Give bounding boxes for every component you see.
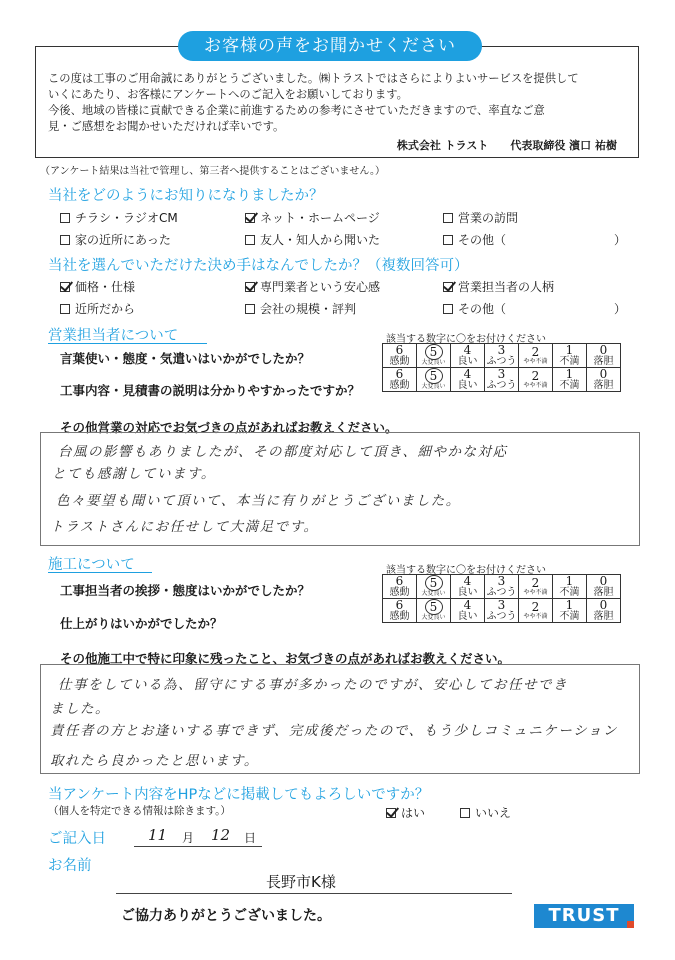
rating-number	[587, 368, 620, 381]
q1-option-sales-visit[interactable]: 営業の訪問	[443, 209, 518, 226]
sales-question-1: 言葉使い・態度・気遣いはいかがでしたか？	[60, 351, 311, 366]
q1-option-flyer[interactable]: チラシ・ラジオCM	[60, 209, 178, 226]
rating-number	[417, 575, 450, 591]
rating-label: 感動	[389, 586, 410, 598]
rating-label: やや不満	[523, 357, 548, 365]
rating-value: 0	[599, 367, 608, 382]
rating-number	[553, 368, 586, 381]
rating-cell[interactable]	[485, 599, 519, 623]
rating-label: 大変良い	[421, 383, 446, 391]
rating-label: ふつう	[486, 355, 517, 367]
rating-label: ふつう	[486, 379, 517, 391]
rating-cell[interactable]	[587, 575, 621, 599]
trust-logo: TRUST	[534, 904, 634, 928]
q1-option-web[interactable]: ネット・ホームページ	[245, 209, 380, 226]
rating-cell[interactable]	[485, 575, 519, 599]
rating-cell[interactable]	[587, 344, 621, 368]
rating-value: 6	[395, 598, 404, 613]
checkbox[interactable]	[443, 235, 453, 245]
sales-rating-hint: 該当する数字に〇をお付けください	[386, 334, 546, 345]
rating-number	[519, 370, 552, 383]
rating-value: 2	[531, 345, 540, 360]
rating-number	[485, 599, 518, 612]
date-day-unit: 日	[244, 831, 257, 845]
q1-heading: 当社をどのようにお知りになりましたか？	[48, 188, 324, 204]
hp-yes-option[interactable]: はい	[386, 804, 425, 821]
construction-question-2: 仕上がりはいかがでしたか？	[60, 616, 223, 631]
checkbox[interactable]	[60, 213, 70, 223]
rating-value: 6	[395, 367, 404, 382]
rating-label: ふつう	[486, 586, 517, 598]
rating-number	[519, 346, 552, 359]
rating-value: 2	[531, 576, 540, 591]
rating-row	[383, 599, 621, 623]
rating-number	[383, 344, 416, 357]
privacy-notice: （アンケート結果は当社で管理し、第三者へ提供することはございません。）	[40, 166, 385, 177]
rating-number	[587, 575, 620, 588]
rating-number	[553, 575, 586, 588]
construction-heading: 施工について	[48, 557, 135, 573]
rating-cell[interactable]	[485, 344, 519, 368]
rating-row	[383, 575, 621, 599]
rating-value: 2	[531, 600, 540, 615]
sales-other-prompt: その他営業の対応でお気づきの点があればお教えください。	[60, 420, 398, 435]
rating-cell[interactable]	[417, 344, 451, 368]
survey-title: お客様の声をお聞かせください	[178, 31, 482, 61]
rating-number	[485, 344, 518, 357]
rating-cell[interactable]	[383, 368, 417, 392]
rating-number	[383, 368, 416, 381]
rating-value: 3	[497, 574, 506, 588]
q1-option-other[interactable]: その他（ ）	[443, 231, 626, 248]
hp-heading: 当アンケート内容をHPなどに掲載してもよろしいですか？	[48, 787, 430, 803]
sales-comment-line-1: 台風の影響もありましたが、その都度対応して頂き、細やかな対応	[58, 444, 508, 460]
rating-label: ふつう	[486, 610, 517, 622]
rating-cell[interactable]	[519, 575, 553, 599]
rating-label: 不満	[559, 586, 580, 598]
rating-cell[interactable]	[383, 344, 417, 368]
thanks-message: ご協力ありがとうございました。	[121, 908, 331, 924]
rating-value: 3	[497, 367, 506, 382]
checkbox[interactable]	[443, 213, 453, 223]
rating-row	[383, 368, 621, 392]
rating-value: 6	[395, 343, 404, 357]
q2-option-reputation[interactable]: 会社の規模・評判	[245, 300, 356, 317]
rating-cell[interactable]	[417, 599, 451, 623]
rating-value: 1	[565, 574, 574, 588]
checkbox[interactable]	[460, 808, 470, 818]
rating-label: 良い	[457, 586, 478, 598]
rating-number	[383, 575, 416, 588]
rating-number	[451, 344, 484, 357]
rating-value: 0	[599, 574, 608, 588]
rating-cell[interactable]	[417, 368, 451, 392]
company-signature: 株式会社 トラスト 代表取締役 濱口 祐樹	[396, 139, 617, 152]
checkbox-checked[interactable]	[245, 213, 255, 223]
rating-cell[interactable]	[553, 599, 587, 623]
rating-cell[interactable]	[519, 599, 553, 623]
hp-note: （個人を特定できる情報は除きます。）	[48, 805, 231, 817]
rating-cell[interactable]	[519, 344, 553, 368]
sales-comment-line-2: とても感謝しています。	[52, 466, 216, 482]
checkbox[interactable]	[60, 235, 70, 245]
intro-line-4: 見・ご感想をお聞かせいただければ幸いです。	[48, 120, 285, 133]
rating-value: 1	[565, 367, 574, 382]
construction-rating-table	[382, 574, 621, 623]
rating-cell[interactable]	[519, 368, 553, 392]
rating-label: 良い	[457, 610, 478, 622]
intro-line-2: いくにあたり、お客様にアンケートへのご記入をお願いしております。	[48, 88, 408, 101]
q2-heading: 当社を選んでいただけた決め手はなんでしたか？（複数回答可）	[48, 258, 469, 274]
date-month: 11	[148, 826, 168, 844]
customer-name: 長野市K様	[266, 873, 336, 891]
rating-value: 4	[463, 598, 472, 613]
checkbox-checked[interactable]	[443, 282, 453, 292]
intro-line-1: この度は工事のご用命誠にありがとうございました。㈱トラストではさらによりよいサービスを提供して	[48, 72, 579, 85]
sales-rating-table	[382, 343, 621, 392]
q2-option-staff-personality[interactable]: 営業担当者の人柄	[443, 278, 554, 295]
construction-comment-line-4: 取れたら良かったと思います。	[50, 753, 259, 769]
rating-cell[interactable]	[451, 599, 485, 623]
date-day: 12	[211, 826, 231, 844]
hp-no-option[interactable]: いいえ	[460, 804, 511, 821]
name-underline	[116, 893, 512, 894]
rating-value: 4	[463, 343, 472, 357]
rating-number	[417, 344, 450, 360]
rating-cell[interactable]	[485, 368, 519, 392]
sales-comment-line-4: トラストさんにお任せして大満足です。	[50, 519, 319, 535]
construction-comment-line-1: 仕事をしている為、留守にする事が多かったのですが、安心してお任せでき	[58, 677, 568, 693]
rating-label: 落胆	[593, 379, 614, 391]
rating-cell[interactable]	[451, 575, 485, 599]
sales-heading-underline	[48, 343, 207, 344]
rating-cell[interactable]	[383, 575, 417, 599]
selected-rating-circle: 5	[425, 575, 443, 591]
rating-value: 1	[565, 343, 574, 357]
rating-value: 6	[395, 574, 404, 588]
rating-cell[interactable]	[383, 599, 417, 623]
rating-number	[451, 368, 484, 381]
rating-label: 落胆	[593, 586, 614, 598]
rating-label: 不満	[559, 610, 580, 622]
q2-option-price[interactable]: 価格・仕様	[60, 278, 135, 295]
q2-option-other[interactable]: その他（ ）	[443, 300, 626, 317]
name-heading: お名前	[48, 858, 92, 874]
rating-number	[519, 577, 552, 590]
rating-label: 不満	[559, 355, 580, 367]
rating-number	[451, 599, 484, 612]
checkbox[interactable]	[60, 304, 70, 314]
rating-value: 3	[497, 343, 506, 357]
rating-number	[383, 599, 416, 612]
q2-option-specialist[interactable]: 専門業者という安心感	[245, 278, 380, 295]
rating-cell[interactable]	[553, 344, 587, 368]
date-underline	[134, 846, 262, 847]
rating-value: 2	[531, 369, 540, 384]
rating-value: 1	[565, 598, 574, 613]
rating-cell[interactable]	[553, 575, 587, 599]
selected-rating-circle: 5	[425, 344, 443, 360]
rating-cell[interactable]	[451, 368, 485, 392]
construction-comment-line-2: ました。	[50, 701, 110, 717]
rating-label: やや不満	[523, 381, 548, 389]
checkbox-checked[interactable]	[245, 282, 255, 292]
rating-label: 感動	[389, 379, 410, 391]
logo-accent-dot	[627, 921, 634, 928]
rating-value: 3	[497, 598, 506, 613]
date-heading: ご記入日	[48, 831, 106, 847]
construction-rating-hint: 該当する数字に〇をお付けください	[386, 565, 546, 576]
rating-label: 大変良い	[421, 614, 446, 622]
rating-label: やや不満	[523, 588, 548, 596]
construction-other-prompt: その他施工中で特に印象に残ったこと、お気づきの点があればお教えください。	[60, 651, 511, 666]
rating-number	[451, 575, 484, 588]
sales-question-2: 工事内容・見積書の説明は分かりやすかったですか？	[60, 383, 361, 398]
rating-number	[485, 575, 518, 588]
rating-label: 大変良い	[421, 590, 446, 598]
q1-option-nearby[interactable]: 家の近所にあった	[60, 231, 171, 248]
rating-label: 感動	[389, 355, 410, 367]
construction-heading-underline	[48, 572, 152, 573]
rating-number	[553, 599, 586, 612]
rating-number	[519, 601, 552, 614]
rating-number	[553, 344, 586, 357]
rating-value: 0	[599, 598, 608, 613]
rating-label: 良い	[457, 355, 478, 367]
selected-rating-circle: 5	[425, 599, 443, 615]
checkbox-checked[interactable]	[386, 808, 396, 818]
q2-option-nearby[interactable]: 近所だから	[60, 300, 135, 317]
date-month-unit: 月	[182, 831, 195, 845]
rating-number	[587, 599, 620, 612]
rating-label: 不満	[559, 379, 580, 391]
sales-comment-line-3: 色々要望も聞いて頂いて、本当に有りがとうございました。	[56, 493, 461, 509]
rating-label: 良い	[457, 379, 478, 391]
rating-label: 落胆	[593, 355, 614, 367]
construction-question-1: 工事担当者の挨拶・態度はいかがでしたか？	[60, 583, 311, 598]
rating-label: やや不満	[523, 612, 548, 620]
intro-line-3: 今後、地域の皆様に貢献できる企業に前進するための参考にさせていただきますので、率直なご意	[48, 104, 545, 117]
rating-cell[interactable]	[587, 599, 621, 623]
rating-label: 落胆	[593, 610, 614, 622]
checkbox-checked[interactable]	[60, 282, 70, 292]
rating-label: 感動	[389, 610, 410, 622]
rating-number	[587, 344, 620, 357]
rating-cell[interactable]	[451, 344, 485, 368]
rating-number	[485, 368, 518, 381]
rating-value: 0	[599, 343, 608, 357]
rating-value: 4	[463, 367, 472, 382]
rating-cell[interactable]	[417, 575, 451, 599]
rating-cell[interactable]	[587, 368, 621, 392]
q1-option-friend[interactable]: 友人・知人から聞いた	[245, 231, 380, 248]
construction-comment-line-3: 責任者の方とお逢いする事できず、完成後だったので、もう少しコミュニケーション	[50, 723, 618, 739]
checkbox[interactable]	[245, 304, 255, 314]
sales-heading: 営業担当者について	[48, 328, 179, 344]
rating-row	[383, 344, 621, 368]
rating-value: 4	[463, 574, 472, 588]
checkbox[interactable]	[245, 235, 255, 245]
rating-label: 大変良い	[421, 359, 446, 367]
rating-cell[interactable]	[553, 368, 587, 392]
checkbox[interactable]	[443, 304, 453, 314]
selected-rating-circle: 5	[425, 368, 443, 384]
